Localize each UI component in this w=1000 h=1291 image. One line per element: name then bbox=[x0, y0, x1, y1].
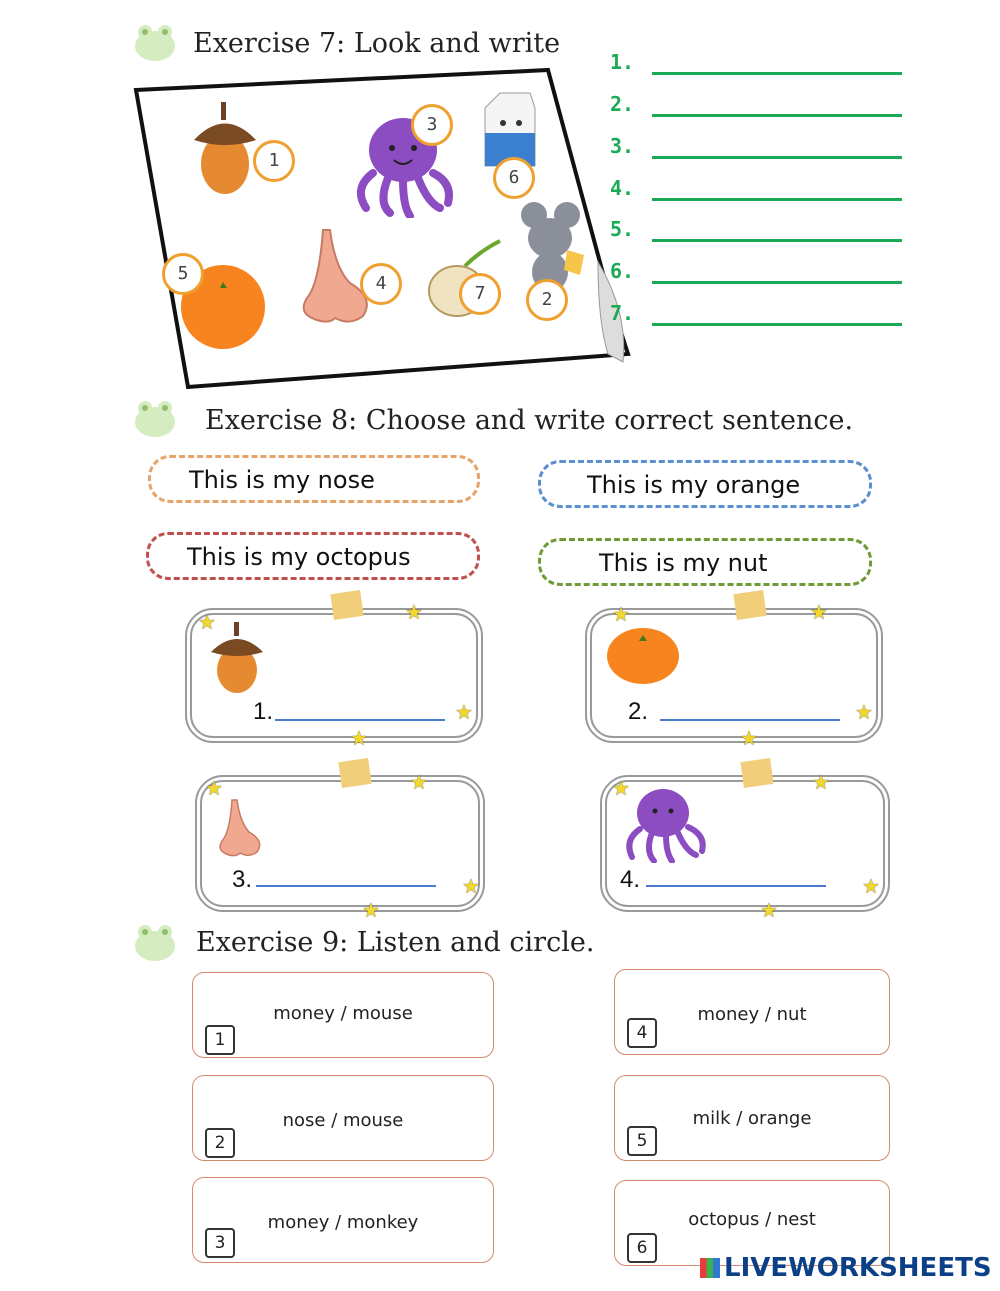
acorn-icon bbox=[208, 622, 266, 694]
answer-line-7[interactable] bbox=[652, 323, 902, 326]
listen-item-1[interactable] bbox=[192, 972, 494, 1058]
octopus-icon bbox=[618, 785, 708, 863]
star-icon: ★ bbox=[812, 770, 830, 794]
listen-item-4[interactable] bbox=[614, 969, 890, 1055]
answer-line-4[interactable] bbox=[652, 198, 902, 201]
answer-number-6: 6. bbox=[610, 259, 635, 283]
frame-answer-line-1[interactable] bbox=[275, 719, 445, 721]
star-icon: ★ bbox=[862, 874, 880, 898]
star-icon: ★ bbox=[462, 874, 480, 898]
listen-item-text: money / monkey bbox=[267, 1212, 419, 1233]
frame-answer-line-2[interactable] bbox=[660, 719, 840, 721]
answer-line-5[interactable] bbox=[652, 239, 902, 242]
answer-number-3: 3. bbox=[610, 134, 635, 158]
star-icon: ★ bbox=[205, 776, 223, 800]
frame-answer-line-4[interactable] bbox=[646, 885, 826, 887]
frog-icon bbox=[133, 922, 177, 962]
tape-decoration bbox=[330, 590, 363, 620]
frame-number-2: 2. bbox=[628, 698, 649, 725]
exercise-8-title: Exercise 8: Choose and write correct sentence. bbox=[205, 405, 854, 436]
frame-number-4: 4. bbox=[620, 866, 641, 893]
exercise-9-title: Exercise 9: Listen and circle. bbox=[196, 927, 595, 958]
star-icon: ★ bbox=[760, 898, 778, 922]
answer-line-3[interactable] bbox=[652, 156, 902, 159]
frog-icon bbox=[133, 398, 177, 438]
listen-item-number: 5 bbox=[627, 1126, 657, 1156]
listen-item-text: money / mouse bbox=[273, 1003, 413, 1024]
star-icon: ★ bbox=[410, 770, 428, 794]
answer-number-4: 4. bbox=[610, 176, 635, 200]
star-icon: ★ bbox=[405, 600, 423, 624]
frame-number-1: 1. bbox=[253, 698, 274, 725]
answer-line-1[interactable] bbox=[652, 72, 902, 75]
listen-item-text: octopus / nest bbox=[688, 1209, 816, 1230]
listen-item-text: money / nut bbox=[697, 1004, 807, 1025]
sentence-option-nut[interactable]: This is my nut bbox=[538, 538, 872, 586]
answer-line-6[interactable] bbox=[652, 281, 902, 284]
brand-name: LIVEWORKSHEETS bbox=[724, 1253, 992, 1283]
listen-item-3[interactable] bbox=[192, 1177, 494, 1263]
nose-icon bbox=[215, 798, 267, 858]
answer-number-2: 2. bbox=[610, 92, 635, 116]
tape-decoration bbox=[740, 758, 773, 788]
sentence-option-octopus[interactable]: This is my octopus bbox=[146, 532, 480, 580]
answer-number-5: 5. bbox=[610, 217, 635, 241]
sentence-option-orange[interactable]: This is my orange bbox=[538, 460, 872, 508]
listen-item-text: milk / orange bbox=[692, 1108, 812, 1129]
answer-line-2[interactable] bbox=[652, 114, 902, 117]
picture-number-4: 4 bbox=[360, 263, 402, 305]
frame-number-3: 3. bbox=[232, 866, 253, 893]
listen-item-2[interactable] bbox=[192, 1075, 494, 1161]
listen-item-number: 6 bbox=[627, 1233, 657, 1263]
picture-number-2: 2 bbox=[526, 279, 568, 321]
listen-item-number: 2 bbox=[205, 1128, 235, 1158]
star-icon: ★ bbox=[810, 600, 828, 624]
orange-icon bbox=[605, 627, 681, 685]
picture-number-6: 6 bbox=[493, 157, 535, 199]
listen-item-5[interactable] bbox=[614, 1075, 890, 1161]
picture-number-5: 5 bbox=[162, 253, 204, 295]
star-icon: ★ bbox=[198, 610, 216, 634]
answer-number-1: 1. bbox=[610, 50, 635, 74]
star-icon: ★ bbox=[612, 776, 630, 800]
sentence-option-nose[interactable]: This is my nose bbox=[148, 455, 480, 503]
picture-number-7: 7 bbox=[459, 273, 501, 315]
exercise-7-title: Exercise 7: Look and write bbox=[193, 28, 561, 59]
logo-mark-icon bbox=[700, 1258, 720, 1278]
star-icon: ★ bbox=[350, 726, 368, 750]
liveworksheets-logo bbox=[700, 1253, 992, 1283]
picture-number-3: 3 bbox=[411, 104, 453, 146]
frame-answer-line-3[interactable] bbox=[256, 885, 436, 887]
listen-item-number: 3 bbox=[205, 1228, 235, 1258]
listen-item-text: nose / mouse bbox=[282, 1110, 404, 1131]
listen-item-number: 1 bbox=[205, 1025, 235, 1055]
acorn-icon bbox=[190, 102, 260, 197]
star-icon: ★ bbox=[455, 700, 473, 724]
frog-icon bbox=[133, 22, 177, 62]
listen-item-number: 4 bbox=[627, 1018, 657, 1048]
tape-decoration bbox=[733, 590, 766, 620]
star-icon: ★ bbox=[362, 898, 380, 922]
star-icon: ★ bbox=[855, 700, 873, 724]
picture-number-1: 1 bbox=[253, 140, 295, 182]
star-icon: ★ bbox=[740, 726, 758, 750]
answer-number-7: 7. bbox=[610, 301, 635, 325]
tape-decoration bbox=[338, 758, 371, 788]
star-icon: ★ bbox=[612, 602, 630, 626]
